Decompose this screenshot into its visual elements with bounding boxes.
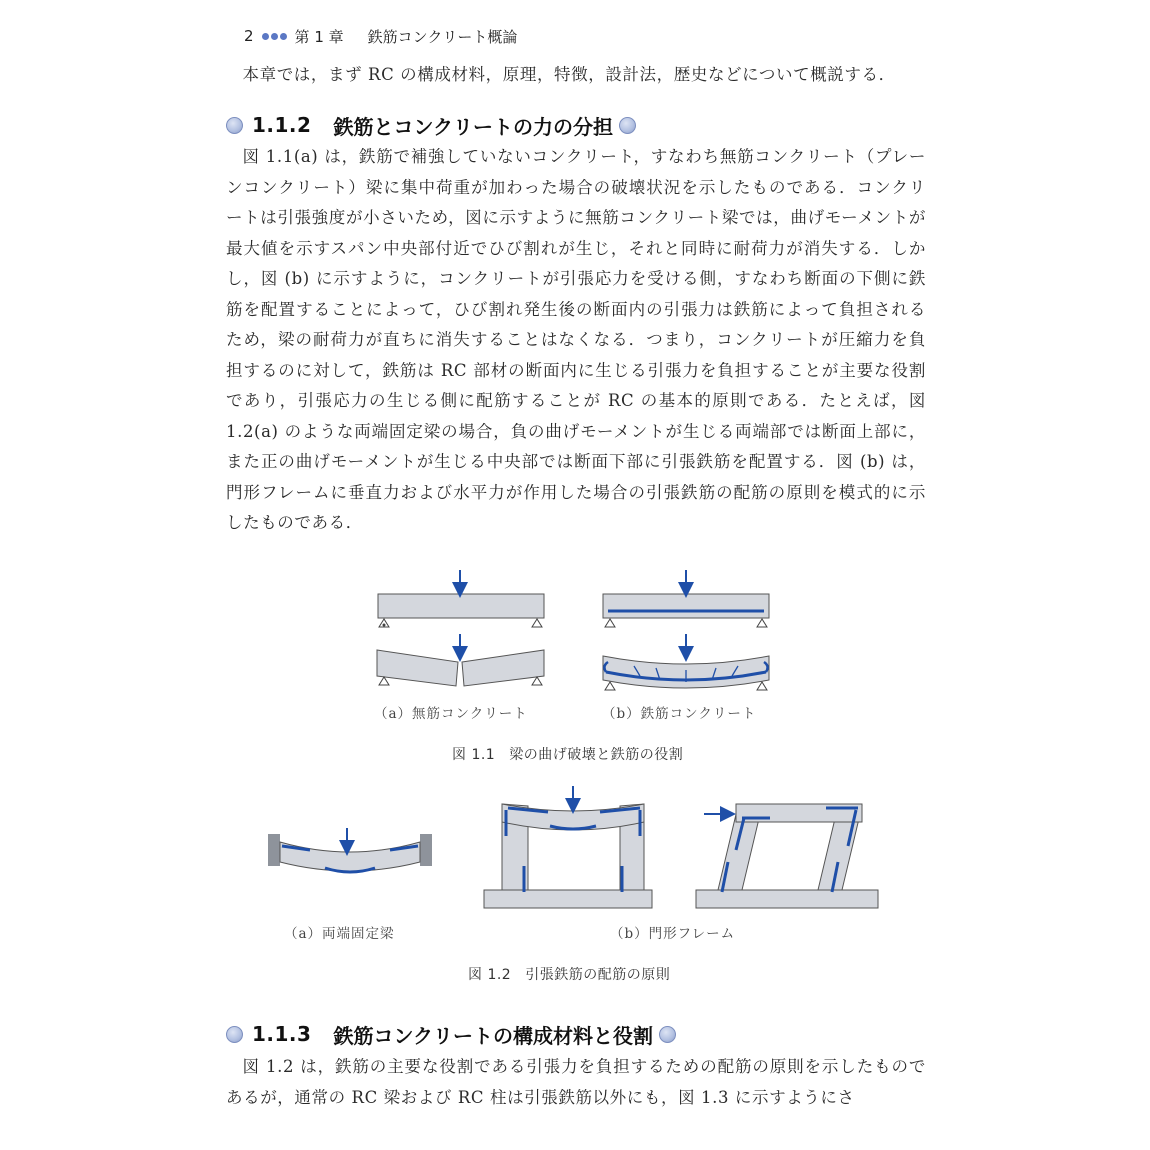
- fig1-2-label-a: （a）両端固定梁: [284, 926, 395, 942]
- fig1-1b-beam-bent: [603, 634, 769, 690]
- section-title: 鉄筋とコンクリートの力の分担: [333, 114, 614, 139]
- heading-circle-icon: [659, 1026, 676, 1043]
- fig1-2-caption-text: 引張鉄筋の配筋の原則: [525, 967, 671, 983]
- fig1-2a-fixed-beam: [268, 828, 432, 872]
- section-number: 1.1.2: [252, 113, 312, 137]
- fig1-1-caption-text: 梁の曲げ破壊と鉄筋の役割: [509, 747, 684, 763]
- section-number: 1.1.3: [252, 1022, 312, 1046]
- fig1-1a-beam-unloaded: [378, 570, 544, 627]
- fig1-1a-beam-cracked: [377, 634, 544, 686]
- intro-paragraph: 本章では，まず RC の構成材料，原理，特徴，設計法，歴史などについて概説する．: [242, 65, 896, 84]
- fig1-2-caption-number: 図 1.2: [468, 967, 512, 983]
- fig1-1b-beam-unloaded: [603, 570, 769, 627]
- fig1-2-label-b: （b）門形フレーム: [610, 926, 736, 942]
- fig1-1-label-a: （a）無筋コンクリート: [374, 706, 528, 722]
- fig1-2-caption: [468, 964, 670, 984]
- fig1-1-caption: [452, 744, 683, 764]
- section-title: 鉄筋コンクリートの構成材料と役割: [333, 1023, 654, 1048]
- page-number: 2: [244, 27, 254, 45]
- heading-circle-icon: [226, 1026, 243, 1043]
- chapter-number: 第 1 章: [294, 27, 344, 46]
- running-head: [244, 22, 517, 50]
- fig1-2b-frame-horizontal-load: [696, 804, 878, 908]
- heading-circle-icon: [619, 117, 636, 134]
- fig1-1-caption-number: 図 1.1: [452, 747, 496, 763]
- fig1-1-label-b: （b）鉄筋コンクリート: [602, 706, 757, 722]
- heading-circle-icon: [226, 117, 243, 134]
- section-1-1-3-paragraph: 図 1.2 は，鉄筋の主要な役割である引張力を負担するための配筋の原則を示したものであるが，通常の RC 梁および RC 柱は引張鉄筋以外にも，図 1.3 に示すようにさ: [226, 1057, 926, 1107]
- decorative-dots-icon: [262, 33, 287, 40]
- section-heading-1-1-2: [226, 108, 636, 142]
- fig1-2b-frame-vertical-load: [484, 786, 652, 908]
- chapter-title: 鉄筋コンクリート概論: [367, 27, 518, 46]
- section-heading-1-1-3: [226, 1017, 676, 1051]
- section-1-1-2-paragraph: 図 1.1(a) は，鉄筋で補強していないコンクリート，すなわち無筋コンクリート（プレーンコンクリート）梁に集中荷重が加わった場合の破壊状況を示したものである．コンクリートは引張強度が小さいため，図に示すように無筋コンクリート梁では，曲げモーメントが最大値を示すスパン中央部付近でひび割れが生じ，それと同時に耐荷力が消失する．しかし，図 (b) に示すように，コンクリートが引張応力を受ける側，すなわち断面の下側に鉄筋を配置することによって，ひび割れ発生後の断面内の引張力は鉄筋によって負担されるため，梁の耐荷力が直ちに消失することはなくなる．つまり，コンクリートが圧縮力を負担するのに対して，鉄筋は RC 部材の断面内に生じる引張力を負担することが主要な役割であり，引張応力の生じる側に配筋することが RC の基本的原則である．たとえば，図 1.2(a) のような両端固定梁の場合，負の曲げモーメントが生じる両端部では断面上部に，また正の曲げモーメントが生じる中央部では断面下部に引張鉄筋を配置する．図 (b) は，門形フレームに垂直力および水平力が作用した場合の引張鉄筋の配筋の原則を模式的に示したものである．: [226, 147, 926, 532]
